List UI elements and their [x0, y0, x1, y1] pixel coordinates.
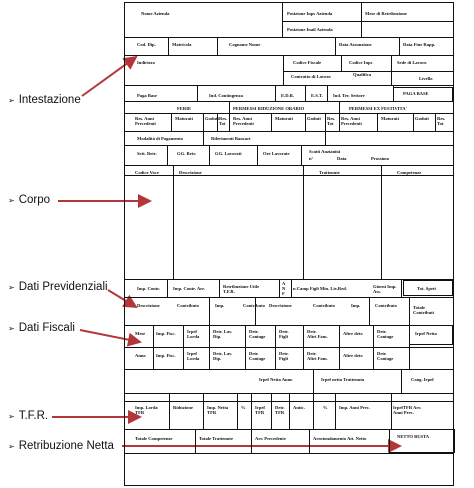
- sidebar-item-label: Corpo: [18, 194, 51, 206]
- imp-fisc-anno-label: Imp. Fisc.: [156, 353, 176, 358]
- prev-imp-label: Imp.: [215, 303, 225, 308]
- riferimenti-bancari-label: Riferimenti Bancari: [211, 136, 251, 141]
- nome-azienda-label: Nome Azienda: [141, 11, 170, 16]
- imp-lorda-tfr-label: Imp. Lorda TFR: [135, 405, 158, 416]
- arrow-bullet-icon: ➢: [8, 411, 15, 421]
- sede-lavoro-label: Sede di Lavoro: [397, 60, 427, 65]
- arrow-bullet-icon: ➢: [8, 282, 15, 292]
- totale-contributi-label: Totale Contributi: [413, 305, 434, 316]
- fest-res-tot-label: Res. Tot: [437, 116, 446, 127]
- edr-label: E.D.R.: [281, 93, 295, 98]
- rid-res-anni-label: Res. Anni Precedenti: [233, 116, 254, 127]
- detr-coniuge-label: Detr. Coniuge: [249, 329, 266, 340]
- rid-goduti-label: Goduti: [307, 116, 321, 121]
- paga-base-label: Paga Base: [137, 93, 158, 98]
- prev-contributo-2-label: Contributo: [243, 303, 265, 308]
- riduzione-label: Riduzione: [173, 405, 193, 410]
- retribuzione-utile-tfr-label: Retribuzione Utile T.F.R.: [223, 284, 260, 295]
- est-label: E.S.T.: [311, 93, 323, 98]
- data-assunzione-label: Data Assunzione: [339, 42, 372, 47]
- prev-contributo-4-label: Contributo: [375, 303, 397, 308]
- matricola-label: Matricola: [172, 42, 192, 47]
- irpef-tfr-anni-prec-label: IrpefTFR Arr. Anni Prec.: [393, 405, 422, 416]
- fest-res-anni-label: Res. Anni Precedenti: [341, 116, 362, 127]
- sett-retr-label: Sett. Retr.: [137, 151, 157, 156]
- anno-label: Anno: [135, 353, 146, 358]
- posizione-inail-label: Posizione Inail Azienda: [287, 27, 333, 32]
- ferie-res-anni-label: Res. Anni Precedenti: [135, 116, 156, 127]
- prev-descrizione-2-label: Descrizione: [269, 303, 292, 308]
- irpef-netta-label: Irpef Netta: [415, 331, 437, 336]
- qualifica-label: Qualifica: [353, 72, 372, 77]
- cod-dip-label: Cod. Dip.: [137, 42, 156, 47]
- detr-coniuge-anno-label: Detr. Coniuge: [249, 351, 266, 362]
- detr-lav-dip-label: Detr. Lav. Dip.: [213, 329, 233, 340]
- detr-lav-dip-anno-label: Detr. Lav. Dip.: [213, 351, 233, 362]
- contratto-lavoro-label: Contratto di Lavoro: [291, 74, 331, 79]
- arrow-bullet-icon: ➢: [8, 441, 15, 451]
- trattenute-label: Trattenute: [319, 170, 340, 175]
- gg-lavorati-label: GG. Lavorati: [215, 151, 242, 156]
- arr-precedente-label: Arr. Precedente: [255, 436, 286, 441]
- indirizzo-label: Indirizzo: [137, 60, 155, 65]
- scatti-prossimo-label: Prossimo: [371, 156, 390, 161]
- scatti-n-label: n°: [309, 156, 314, 161]
- fisc-detr-anno-label: Detr. Coniuge: [377, 351, 394, 362]
- imp-contr-arr-label: Imp. Contr. Arr.: [173, 286, 205, 291]
- giorni-imp-ass-label: Giorni Imp. Ass.: [373, 284, 397, 295]
- cong-irpef-label: Cong. Irpef: [411, 377, 434, 382]
- ferie-label: FERIE: [177, 106, 192, 111]
- ferie-maturati-label: Maturati: [175, 116, 193, 121]
- codice-voce-label: Codice Voce: [135, 170, 159, 175]
- gg-retr-label: GG. Retr.: [177, 151, 197, 156]
- ncamp-figli-label: n.Camp Figli Min. Liv.Red.: [293, 286, 347, 291]
- tot-spett-label: Tot. Spett: [417, 286, 436, 291]
- altre-detr-label: Altre detr.: [343, 331, 364, 336]
- permessi-ex-festivita-label: PERMESSI EX FESTIVITA': [349, 106, 407, 111]
- detr-figli-anno-label: Detr. Figli: [279, 351, 289, 362]
- imp-contr-label: Imp. Contr.: [137, 286, 160, 291]
- codice-inps-label: Codice Inps: [349, 60, 373, 65]
- arrow-bullet-icon: ➢: [8, 195, 15, 205]
- modalita-pagamento-label: Modalità di Pagamento: [137, 136, 183, 141]
- detr-tfr-label: Detr. TFR: [275, 405, 285, 416]
- prev-descrizione-label: Descrizione: [137, 303, 160, 308]
- sidebar-item-label: Intestazione: [18, 94, 81, 106]
- data-fine-rapp-label: Data Fine Rapp.: [403, 42, 436, 47]
- prev-contributo-3-label: Contributo: [313, 303, 335, 308]
- ind-contingenza-label: Ind. Contingenza: [209, 93, 243, 98]
- sidebar-item-label: Dati Fiscali: [18, 322, 75, 334]
- imp-anni-prec-label: Imp. Anni Prec.: [339, 405, 371, 410]
- sidebar-item-label: T.F.R.: [18, 410, 49, 422]
- sidebar-item-label: Dati Previdenziali: [18, 281, 108, 293]
- netto-busta-box: [389, 429, 455, 453]
- detr-altri-fam-anno-label: Detr. Altri Fam.: [307, 351, 328, 362]
- posizione-inps-label: Posizione Inps Azienda: [287, 11, 333, 16]
- detr-figli-label: Detr. Figli: [279, 329, 289, 340]
- rid-maturati-label: Maturati: [275, 116, 293, 121]
- paga-base-box-label: PAGA BASE: [403, 91, 429, 96]
- irpef-netta-anno-label: Irpef Netta Anno: [259, 377, 293, 382]
- irpef-lorda-label: Irpef Lorda: [187, 329, 200, 340]
- sidebar-item-label: Retribuzione Netta: [18, 440, 114, 452]
- scatti-data-label: Data: [337, 156, 347, 161]
- netto-busta-label: NETTO BUSTA: [397, 434, 430, 439]
- totale-trattenute-label: Totale Trattenute: [199, 436, 233, 441]
- imp-fisc-label: Imp. Fisc.: [156, 331, 176, 336]
- detr-altri-fam-label: Detr. Altri Fam.: [307, 329, 328, 340]
- payslip-form: [124, 2, 454, 486]
- mese-retribuzione-label: Mese di Retribuzione: [365, 11, 407, 16]
- permessi-rid-orario-label: PERMESSI RIDUZIONE ORARIO: [233, 106, 305, 111]
- altre-detr-anno-label: Altre detr.: [343, 353, 364, 358]
- irpef-tfr-label: Irpef TFR: [255, 405, 265, 416]
- tfr-perc-2-label: %: [323, 405, 328, 410]
- arrotondamento-label: Arrotondamento Att. Netto: [313, 436, 367, 441]
- codice-fiscale-label: Codice Fiscale: [293, 60, 322, 65]
- cognome-nome-label: Cognome Nome: [229, 42, 261, 47]
- arrow-bullet-icon: ➢: [8, 323, 15, 333]
- irpef-lorda-anno-label: Irpef Lorda: [187, 351, 200, 362]
- antic-label: Antic.: [293, 405, 305, 410]
- ind-terzo-settore-label: Ind. Ter. Settore: [333, 93, 365, 98]
- anf-label: A N F: [282, 281, 286, 297]
- fisc-detr-label: Detr. Coniuge: [377, 329, 394, 340]
- arrow-bullet-icon: ➢: [8, 95, 15, 105]
- ferie-res-tot-label: Res. Tot: [219, 116, 228, 127]
- fest-maturati-label: Maturati: [381, 116, 399, 121]
- tfr-perc-label: %: [241, 405, 246, 410]
- imp-netta-tfr-label: Imp. Netta TFR: [207, 405, 229, 416]
- rid-res-tot-label: Res. Tot: [327, 116, 336, 127]
- livello-label: Livello: [419, 76, 433, 81]
- prev-contributo-label: Contributo: [177, 303, 199, 308]
- irpef-netta-trattenuta-label: Irpef netta Trattenuta: [321, 377, 365, 382]
- prev-imp-2-label: Imp.: [351, 303, 361, 308]
- mese-label: Mese: [135, 331, 146, 336]
- totale-competenze-label: Totale Competenze: [135, 436, 173, 441]
- descrizione-label: Descrizione: [179, 170, 202, 175]
- scatti-anzianita-label: Scatti Anzianità: [309, 149, 341, 154]
- ferie-goduti-label: Goduti: [205, 116, 219, 121]
- ore-lavorate-label: Ore Lavorate: [263, 151, 290, 156]
- competenze-label: Competenze: [397, 170, 422, 175]
- fest-goduti-label: Goduti: [415, 116, 429, 121]
